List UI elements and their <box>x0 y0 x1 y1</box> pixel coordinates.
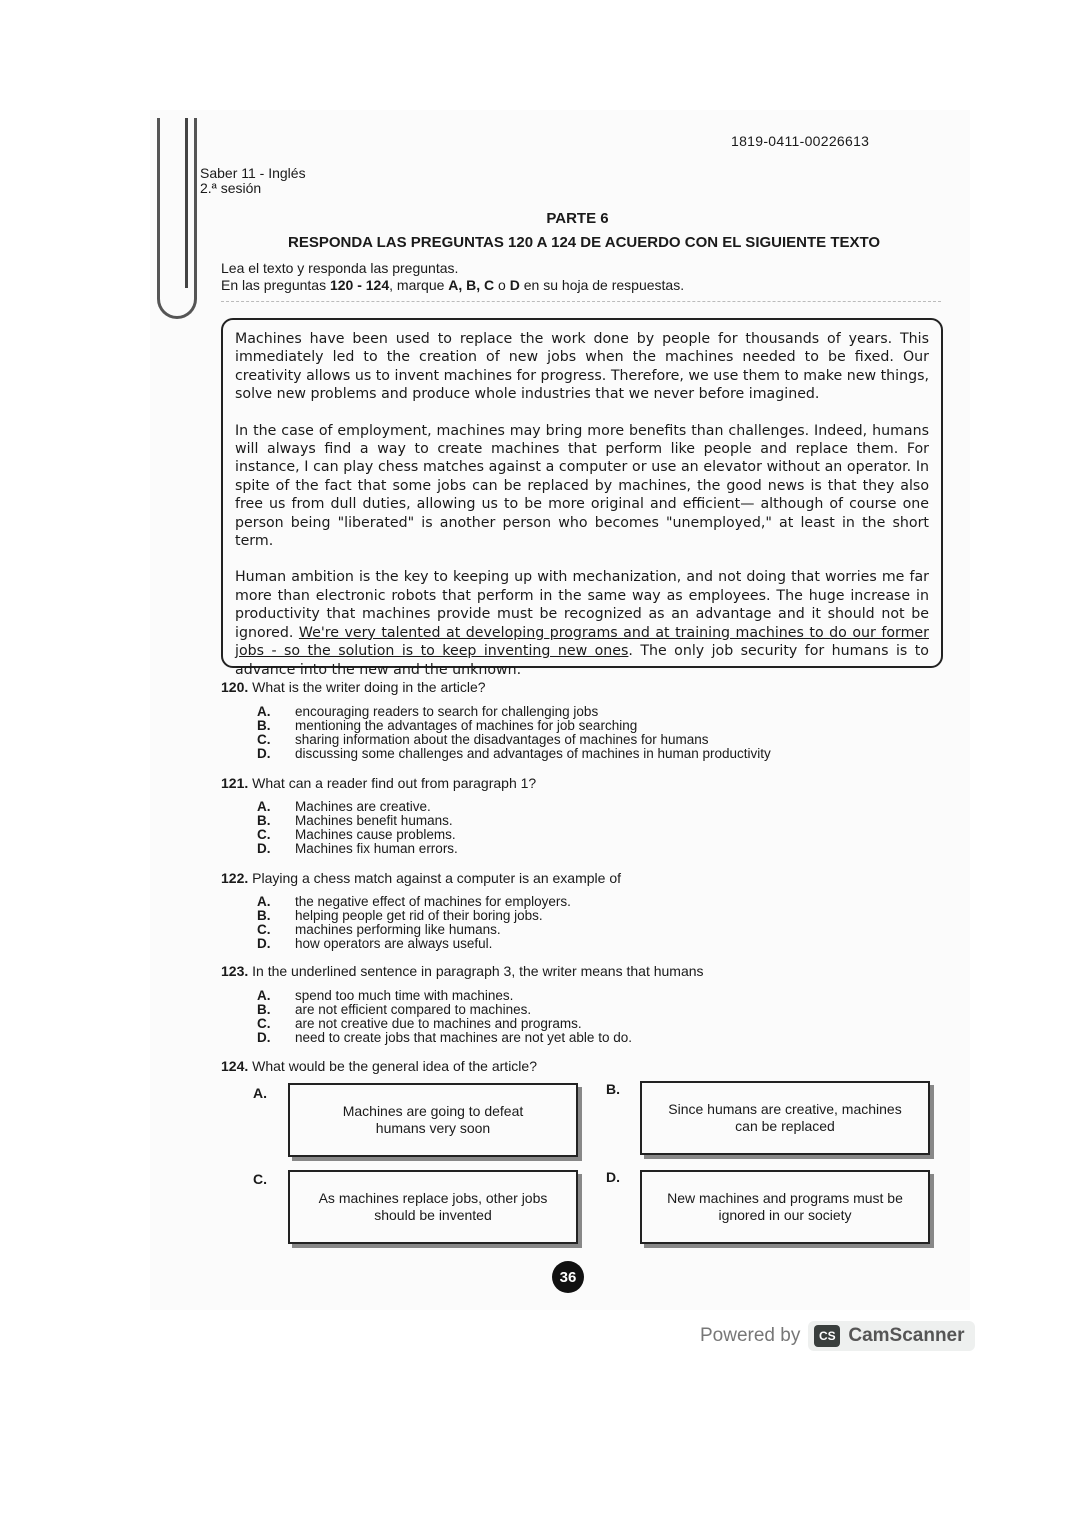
divider <box>221 301 941 302</box>
option[interactable]: D. how operators are always useful. <box>257 936 493 951</box>
exam-session: 2.ª sesión <box>200 180 262 196</box>
passage-paragraph-3: Human ambition is the key to keeping up with mechanization, and not doing that worries me far more than electronic robots that perform in the same way as employees. The huge increase in productivity that machines provide must be recognized as an advantage and it should not be ignored. We're very talented at developing programs and at training machines to do our former jobs - so the solution is to keep inventing new ones. The only job security for humans is to advance into the new and the unknown. <box>235 569 929 678</box>
camscanner-logo-icon: CS <box>814 1325 840 1347</box>
option[interactable]: C. Machines cause problems. <box>257 827 456 842</box>
option[interactable]: D. discussing some challenges and advantages of machines in human productivity <box>257 746 771 761</box>
box-letter-a: A. <box>253 1085 267 1101</box>
part-title: PARTE 6 <box>546 210 609 227</box>
option[interactable]: B. mentioning the advantages of machines for job searching <box>257 718 638 733</box>
instruction-line-1: Lea el texto y responda las preguntas. <box>221 260 459 276</box>
question-123: 123. In the underlined sentence in paragraph 3, the writer means that humans <box>221 963 704 979</box>
answer-box-b[interactable]: Since humans are creative, machines can be replaced <box>640 1081 930 1155</box>
question-121-options <box>257 800 458 856</box>
exam-header <box>200 166 306 196</box>
passage-paragraph-2: In the case of employment, machines may bring more benefits than challenges. Indeed, humans will always find a way to create machines that perform like people and replace them. For instance, I can play chess matches against a computer or use an elevator without an operator. In spite of the fact that some jobs can be replaced by machines, the good news is that they also free us from dull duties, allowing us to be more original and efficient— although of course one person being "liberated" is another person who becomes "unemployed," at least in the short term. <box>235 422 929 550</box>
option[interactable]: B. helping people get rid of their boring jobs. <box>257 908 543 923</box>
option[interactable]: A. the negative effect of machines for employers. <box>257 894 571 909</box>
underlined-sentence: We're very talented at developing programs and at training machines to do our former jobs - so the solution is to keep inventing new ones <box>235 624 929 660</box>
box-letter-b: B. <box>606 1081 620 1097</box>
question-123-options <box>257 989 632 1045</box>
powered-by-text: Powered by <box>700 1325 801 1346</box>
question-120-options <box>257 705 771 761</box>
question-121: 121. What can a reader find out from paragraph 1? <box>221 775 537 791</box>
answer-box-d[interactable]: New machines and programs must be ignored in our society <box>640 1170 930 1244</box>
option[interactable]: B. are not efficient compared to machines. <box>257 1002 532 1017</box>
option[interactable]: D. Machines fix human errors. <box>257 841 458 856</box>
option[interactable]: C. are not creative due to machines and programs. <box>257 1016 582 1031</box>
camscanner-name: CamScanner <box>848 1325 965 1346</box>
paper-clip-inner-icon <box>185 118 188 288</box>
option[interactable]: D. need to create jobs that machines are not yet able to do. <box>257 1030 632 1045</box>
option[interactable]: A. spend too much time with machines. <box>257 988 514 1003</box>
option[interactable]: C. sharing information about the disadvantages of machines for humans <box>257 732 709 747</box>
camscanner-badge <box>808 1321 974 1351</box>
question-120: 120. What is the writer doing in the article? <box>221 679 486 695</box>
question-122-options <box>257 895 571 951</box>
document-code: 1819-0411-00226613 <box>731 133 870 149</box>
answer-box-a[interactable]: Machines are going to defeat humans very soon <box>288 1083 578 1157</box>
box-letter-d: D. <box>606 1169 620 1185</box>
passage-paragraph-1: Machines have been used to replace the work done by people for thousands of years. This immediately led to the creation of new jobs when the machines needed to be fixed. Our creativity allows us to invent machines for progress. Therefore, we use them to make new things, solve new problems and produce whole industries that we never before imagined. <box>235 331 929 403</box>
instruction-title: RESPONDA LAS PREGUNTAS 120 A 124 DE ACUERDO CON EL SIGUIENTE TEXTO <box>288 234 881 251</box>
page-number: 36 <box>552 1261 584 1293</box>
option[interactable]: C. machines performing like humans. <box>257 922 501 937</box>
camscanner-watermark <box>700 1321 975 1351</box>
option[interactable]: B. Machines benefit humans. <box>257 813 453 828</box>
exam-subject: Saber 11 - Inglés <box>200 165 306 181</box>
question-122: 122. Playing a chess match against a computer is an example of <box>221 870 622 886</box>
option[interactable]: A. encouraging readers to search for challenging jobs <box>257 704 599 719</box>
instructions <box>221 260 684 294</box>
answer-box-c[interactable]: As machines replace jobs, other jobs should be invented <box>288 1170 578 1244</box>
box-letter-c: C. <box>253 1171 267 1187</box>
instruction-line-2: En las preguntas 120 - 124, marque A, B, C o D en su hoja de respuestas. <box>221 277 685 293</box>
reading-passage <box>221 318 943 678</box>
option[interactable]: A. Machines are creative. <box>257 799 431 814</box>
question-124: 124. What would be the general idea of the article? <box>221 1058 537 1074</box>
